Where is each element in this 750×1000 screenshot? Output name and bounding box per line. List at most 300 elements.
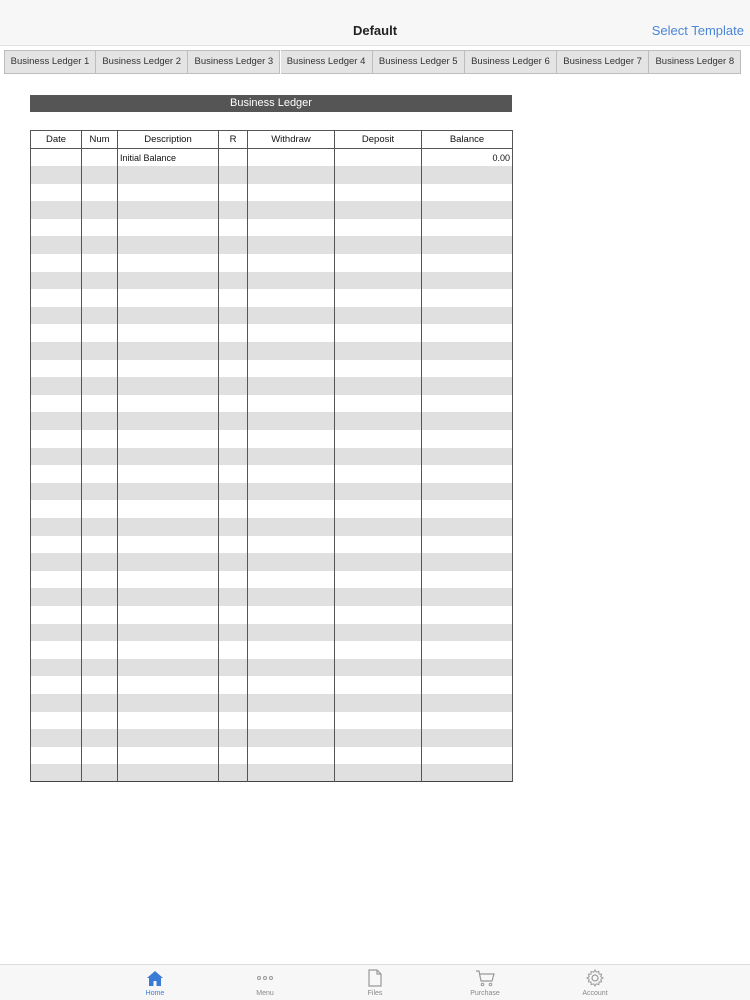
cell-description[interactable] xyxy=(118,553,219,571)
cell-date[interactable] xyxy=(31,624,82,642)
cell-deposit[interactable] xyxy=(335,272,422,290)
cell-r[interactable] xyxy=(219,272,248,290)
cell-num[interactable] xyxy=(82,184,118,202)
cell-r[interactable] xyxy=(219,712,248,730)
cell-num[interactable] xyxy=(82,676,118,694)
table-row xyxy=(31,606,513,624)
tab-business-ledger-5[interactable]: Business Ledger 5 xyxy=(373,50,465,74)
cell-description[interactable] xyxy=(118,624,219,642)
cell-deposit[interactable] xyxy=(335,342,422,360)
cell-r[interactable] xyxy=(219,624,248,642)
cell-withdraw[interactable] xyxy=(248,377,335,395)
tabbar-menu[interactable] xyxy=(230,968,300,997)
cell-date[interactable] xyxy=(31,395,82,413)
cell-withdraw[interactable] xyxy=(248,659,335,677)
cell-description[interactable] xyxy=(118,395,219,413)
cell-balance[interactable] xyxy=(422,676,513,694)
table-row xyxy=(31,694,513,712)
cell-date[interactable] xyxy=(31,289,82,307)
table-row xyxy=(31,377,513,395)
cell-r[interactable] xyxy=(219,764,248,782)
table-row xyxy=(31,764,513,782)
cell-num[interactable] xyxy=(82,360,118,378)
more-dots-icon xyxy=(230,968,300,988)
cell-date[interactable] xyxy=(31,500,82,518)
cell-date[interactable] xyxy=(31,606,82,624)
cell-r[interactable] xyxy=(219,448,248,466)
cell-date[interactable] xyxy=(31,518,82,536)
cell-date[interactable] xyxy=(31,641,82,659)
cell-withdraw[interactable] xyxy=(248,184,335,202)
cell-deposit[interactable] xyxy=(335,659,422,677)
cell-deposit[interactable] xyxy=(335,606,422,624)
cell-deposit[interactable] xyxy=(335,307,422,325)
cell-deposit[interactable] xyxy=(335,430,422,448)
tab-business-ledger-1[interactable]: Business Ledger 1 xyxy=(4,50,96,74)
cell-balance[interactable] xyxy=(422,465,513,483)
tab-business-ledger-7[interactable]: Business Ledger 7 xyxy=(557,50,649,74)
cell-deposit[interactable] xyxy=(335,483,422,501)
cell-description[interactable] xyxy=(118,342,219,360)
cell-num[interactable] xyxy=(82,342,118,360)
tab-business-ledger-6[interactable]: Business Ledger 6 xyxy=(465,50,557,74)
cell-deposit[interactable] xyxy=(335,518,422,536)
cell-date[interactable] xyxy=(31,149,82,167)
cell-r[interactable] xyxy=(219,588,248,606)
cell-date[interactable] xyxy=(31,588,82,606)
cell-num[interactable] xyxy=(82,448,118,466)
cell-balance[interactable] xyxy=(422,606,513,624)
cell-withdraw[interactable] xyxy=(248,448,335,466)
tabbar-label-home: Home xyxy=(145,990,165,997)
cell-balance[interactable] xyxy=(422,166,513,184)
cell-description[interactable] xyxy=(118,430,219,448)
cell-date[interactable] xyxy=(31,219,82,237)
cell-description[interactable] xyxy=(118,571,219,589)
cell-balance[interactable] xyxy=(422,764,513,782)
cell-withdraw[interactable] xyxy=(248,219,335,237)
cell-r[interactable] xyxy=(219,166,248,184)
cell-description[interactable] xyxy=(118,201,219,219)
cell-description[interactable] xyxy=(118,483,219,501)
cell-num[interactable] xyxy=(82,412,118,430)
cell-deposit[interactable] xyxy=(335,571,422,589)
cell-balance[interactable] xyxy=(422,571,513,589)
cell-withdraw[interactable] xyxy=(248,430,335,448)
cell-withdraw[interactable] xyxy=(248,149,335,167)
cell-description[interactable] xyxy=(118,764,219,782)
cell-num[interactable] xyxy=(82,236,118,254)
tabbar-files[interactable] xyxy=(340,968,410,997)
cell-balance[interactable] xyxy=(422,729,513,747)
cell-date[interactable] xyxy=(31,342,82,360)
cell-deposit[interactable] xyxy=(335,694,422,712)
tab-business-ledger-3[interactable]: Business Ledger 3 xyxy=(188,50,280,74)
cell-withdraw[interactable] xyxy=(248,324,335,342)
table-row xyxy=(31,712,513,730)
cell-deposit[interactable] xyxy=(335,184,422,202)
cell-balance[interactable] xyxy=(422,747,513,765)
cell-r[interactable] xyxy=(219,641,248,659)
cell-balance[interactable] xyxy=(422,448,513,466)
cell-description[interactable] xyxy=(118,254,219,272)
ledger-body xyxy=(31,149,513,782)
cell-r[interactable] xyxy=(219,694,248,712)
cell-num[interactable] xyxy=(82,289,118,307)
table-row xyxy=(31,553,513,571)
cell-r[interactable] xyxy=(219,659,248,677)
cell-description[interactable] xyxy=(118,536,219,554)
cell-num[interactable] xyxy=(82,553,118,571)
cell-num[interactable] xyxy=(82,483,118,501)
cell-description[interactable] xyxy=(118,184,219,202)
cell-r[interactable] xyxy=(219,412,248,430)
cell-description[interactable] xyxy=(118,694,219,712)
table-row xyxy=(31,747,513,765)
cell-description[interactable] xyxy=(118,272,219,290)
cell-r[interactable] xyxy=(219,219,248,237)
cell-date[interactable] xyxy=(31,536,82,554)
cell-r[interactable] xyxy=(219,571,248,589)
cell-balance[interactable] xyxy=(422,483,513,501)
cell-r[interactable] xyxy=(219,676,248,694)
table-row xyxy=(31,500,513,518)
cell-date[interactable] xyxy=(31,747,82,765)
sheet-title: Business Ledger xyxy=(30,95,512,112)
cell-withdraw[interactable] xyxy=(248,553,335,571)
table-row xyxy=(31,149,513,167)
tab-business-ledger-8[interactable]: Business Ledger 8 xyxy=(649,50,741,74)
cell-balance[interactable]: 0.00 xyxy=(422,149,513,167)
tabbar-label-menu: Menu xyxy=(256,990,274,997)
cell-balance[interactable] xyxy=(422,500,513,518)
cell-r[interactable] xyxy=(219,430,248,448)
cell-deposit[interactable] xyxy=(335,219,422,237)
tabbar-home[interactable] xyxy=(120,968,190,997)
cell-deposit[interactable] xyxy=(335,624,422,642)
column-header-num: Num xyxy=(82,131,118,149)
cell-balance[interactable] xyxy=(422,307,513,325)
cell-num[interactable] xyxy=(82,395,118,413)
cell-date[interactable] xyxy=(31,694,82,712)
cell-withdraw[interactable] xyxy=(248,624,335,642)
cell-date[interactable] xyxy=(31,166,82,184)
cell-description[interactable]: Initial Balance xyxy=(118,149,219,167)
cell-balance[interactable] xyxy=(422,553,513,571)
cell-num[interactable] xyxy=(82,729,118,747)
cell-balance[interactable] xyxy=(422,518,513,536)
cell-date[interactable] xyxy=(31,324,82,342)
cell-withdraw[interactable] xyxy=(248,729,335,747)
cell-num[interactable] xyxy=(82,641,118,659)
cell-withdraw[interactable] xyxy=(248,342,335,360)
cell-balance[interactable] xyxy=(422,342,513,360)
cell-num[interactable] xyxy=(82,307,118,325)
cell-description[interactable] xyxy=(118,448,219,466)
cell-date[interactable] xyxy=(31,448,82,466)
cell-withdraw[interactable] xyxy=(248,641,335,659)
cell-balance[interactable] xyxy=(422,694,513,712)
cell-r[interactable] xyxy=(219,201,248,219)
cell-r[interactable] xyxy=(219,254,248,272)
cell-deposit[interactable] xyxy=(335,729,422,747)
cell-description[interactable] xyxy=(118,729,219,747)
column-header-withdraw: Withdraw xyxy=(248,131,335,149)
cell-num[interactable] xyxy=(82,588,118,606)
cell-description[interactable] xyxy=(118,219,219,237)
cell-description[interactable] xyxy=(118,606,219,624)
cell-withdraw[interactable] xyxy=(248,236,335,254)
bottom-tab-bar xyxy=(0,964,750,1000)
cell-num[interactable] xyxy=(82,465,118,483)
table-row xyxy=(31,659,513,677)
cell-withdraw[interactable] xyxy=(248,272,335,290)
cell-date[interactable] xyxy=(31,729,82,747)
cell-description[interactable] xyxy=(118,307,219,325)
cell-withdraw[interactable] xyxy=(248,712,335,730)
cell-withdraw[interactable] xyxy=(248,254,335,272)
cell-date[interactable] xyxy=(31,483,82,501)
table-row xyxy=(31,588,513,606)
cell-balance[interactable] xyxy=(422,324,513,342)
cell-deposit[interactable] xyxy=(335,553,422,571)
cell-withdraw[interactable] xyxy=(248,571,335,589)
cell-num[interactable] xyxy=(82,377,118,395)
cell-num[interactable] xyxy=(82,712,118,730)
column-header-r: R xyxy=(219,131,248,149)
cell-balance[interactable] xyxy=(422,659,513,677)
cell-num[interactable] xyxy=(82,659,118,677)
table-row xyxy=(31,412,513,430)
cell-deposit[interactable] xyxy=(335,747,422,765)
cell-num[interactable] xyxy=(82,254,118,272)
cell-deposit[interactable] xyxy=(335,166,422,184)
cell-deposit[interactable] xyxy=(335,377,422,395)
cell-r[interactable] xyxy=(219,606,248,624)
column-header-deposit: Deposit xyxy=(335,131,422,149)
cell-description[interactable] xyxy=(118,465,219,483)
table-row xyxy=(31,676,513,694)
cell-r[interactable] xyxy=(219,149,248,167)
cell-balance[interactable] xyxy=(422,184,513,202)
cell-deposit[interactable] xyxy=(335,641,422,659)
cell-num[interactable] xyxy=(82,324,118,342)
cell-balance[interactable] xyxy=(422,289,513,307)
cell-date[interactable] xyxy=(31,712,82,730)
cell-description[interactable] xyxy=(118,659,219,677)
tabbar-account[interactable] xyxy=(560,968,630,997)
cell-description[interactable] xyxy=(118,377,219,395)
cell-balance[interactable] xyxy=(422,201,513,219)
table-row xyxy=(31,624,513,642)
cell-date[interactable] xyxy=(31,184,82,202)
cell-withdraw[interactable] xyxy=(248,606,335,624)
table-header-row xyxy=(31,131,513,149)
cell-description[interactable] xyxy=(118,324,219,342)
cell-description[interactable] xyxy=(118,676,219,694)
cell-num[interactable] xyxy=(82,536,118,554)
cell-deposit[interactable] xyxy=(335,289,422,307)
cell-withdraw[interactable] xyxy=(248,289,335,307)
tabbar-purchase[interactable] xyxy=(450,968,520,997)
cell-r[interactable] xyxy=(219,465,248,483)
cell-date[interactable] xyxy=(31,360,82,378)
cell-withdraw[interactable] xyxy=(248,518,335,536)
cell-deposit[interactable] xyxy=(335,395,422,413)
cell-withdraw[interactable] xyxy=(248,412,335,430)
cell-num[interactable] xyxy=(82,149,118,167)
cell-num[interactable] xyxy=(82,500,118,518)
cell-deposit[interactable] xyxy=(335,465,422,483)
cell-balance[interactable] xyxy=(422,254,513,272)
cell-num[interactable] xyxy=(82,571,118,589)
cell-withdraw[interactable] xyxy=(248,588,335,606)
cell-deposit[interactable] xyxy=(335,412,422,430)
cell-description[interactable] xyxy=(118,641,219,659)
cell-num[interactable] xyxy=(82,624,118,642)
cell-deposit[interactable] xyxy=(335,360,422,378)
cell-date[interactable] xyxy=(31,659,82,677)
cell-deposit[interactable] xyxy=(335,448,422,466)
cell-r[interactable] xyxy=(219,236,248,254)
cell-date[interactable] xyxy=(31,236,82,254)
table-row xyxy=(31,307,513,325)
cell-num[interactable] xyxy=(82,518,118,536)
cell-r[interactable] xyxy=(219,289,248,307)
cell-balance[interactable] xyxy=(422,412,513,430)
tab-business-ledger-2[interactable]: Business Ledger 2 xyxy=(96,50,188,74)
cell-deposit[interactable] xyxy=(335,324,422,342)
cell-r[interactable] xyxy=(219,483,248,501)
cell-description[interactable] xyxy=(118,747,219,765)
cell-r[interactable] xyxy=(219,377,248,395)
cell-num[interactable] xyxy=(82,694,118,712)
cell-date[interactable] xyxy=(31,254,82,272)
cell-date[interactable] xyxy=(31,377,82,395)
cell-num[interactable] xyxy=(82,219,118,237)
cell-deposit[interactable] xyxy=(335,201,422,219)
cell-num[interactable] xyxy=(82,201,118,219)
cell-description[interactable] xyxy=(118,360,219,378)
cell-description[interactable] xyxy=(118,518,219,536)
table-row xyxy=(31,483,513,501)
cell-r[interactable] xyxy=(219,553,248,571)
cell-num[interactable] xyxy=(82,166,118,184)
cell-deposit[interactable] xyxy=(335,588,422,606)
cell-date[interactable] xyxy=(31,272,82,290)
cell-withdraw[interactable] xyxy=(248,764,335,782)
cell-deposit[interactable] xyxy=(335,500,422,518)
cell-balance[interactable] xyxy=(422,430,513,448)
cell-balance[interactable] xyxy=(422,588,513,606)
cell-r[interactable] xyxy=(219,729,248,747)
cell-date[interactable] xyxy=(31,465,82,483)
table-row xyxy=(31,342,513,360)
cell-r[interactable] xyxy=(219,536,248,554)
cell-withdraw[interactable] xyxy=(248,307,335,325)
cell-withdraw[interactable] xyxy=(248,465,335,483)
cell-balance[interactable] xyxy=(422,624,513,642)
cell-date[interactable] xyxy=(31,553,82,571)
cell-deposit[interactable] xyxy=(335,676,422,694)
cell-description[interactable] xyxy=(118,588,219,606)
cell-withdraw[interactable] xyxy=(248,395,335,413)
cell-num[interactable] xyxy=(82,764,118,782)
cell-date[interactable] xyxy=(31,307,82,325)
cell-balance[interactable] xyxy=(422,395,513,413)
cell-num[interactable] xyxy=(82,272,118,290)
cell-date[interactable] xyxy=(31,412,82,430)
cell-date[interactable] xyxy=(31,201,82,219)
cell-r[interactable] xyxy=(219,342,248,360)
cell-description[interactable] xyxy=(118,166,219,184)
table-row xyxy=(31,571,513,589)
cell-balance[interactable] xyxy=(422,712,513,730)
cell-description[interactable] xyxy=(118,712,219,730)
cell-deposit[interactable] xyxy=(335,236,422,254)
cell-withdraw[interactable] xyxy=(248,747,335,765)
cell-r[interactable] xyxy=(219,500,248,518)
cell-r[interactable] xyxy=(219,307,248,325)
select-template-button[interactable]: Select Template xyxy=(651,23,744,38)
cell-withdraw[interactable] xyxy=(248,201,335,219)
cell-date[interactable] xyxy=(31,764,82,782)
cell-description[interactable] xyxy=(118,236,219,254)
cell-withdraw[interactable] xyxy=(248,536,335,554)
cell-deposit[interactable] xyxy=(335,536,422,554)
table-row xyxy=(31,430,513,448)
cell-date[interactable] xyxy=(31,676,82,694)
cell-r[interactable] xyxy=(219,324,248,342)
cell-balance[interactable] xyxy=(422,536,513,554)
cell-balance[interactable] xyxy=(422,236,513,254)
cell-balance[interactable] xyxy=(422,377,513,395)
cell-deposit[interactable] xyxy=(335,254,422,272)
cell-balance[interactable] xyxy=(422,219,513,237)
cell-withdraw[interactable] xyxy=(248,166,335,184)
cell-date[interactable] xyxy=(31,430,82,448)
cell-withdraw[interactable] xyxy=(248,500,335,518)
cell-withdraw[interactable] xyxy=(248,483,335,501)
cell-withdraw[interactable] xyxy=(248,360,335,378)
cell-r[interactable] xyxy=(219,518,248,536)
table-row xyxy=(31,166,513,184)
cell-balance[interactable] xyxy=(422,641,513,659)
cell-r[interactable] xyxy=(219,395,248,413)
cell-description[interactable] xyxy=(118,500,219,518)
cell-deposit[interactable] xyxy=(335,712,422,730)
cell-num[interactable] xyxy=(82,747,118,765)
cell-date[interactable] xyxy=(31,571,82,589)
cell-withdraw[interactable] xyxy=(248,694,335,712)
cell-r[interactable] xyxy=(219,747,248,765)
cell-withdraw[interactable] xyxy=(248,676,335,694)
cell-description[interactable] xyxy=(118,412,219,430)
cell-num[interactable] xyxy=(82,606,118,624)
cell-r[interactable] xyxy=(219,360,248,378)
cell-r[interactable] xyxy=(219,184,248,202)
ledger-table xyxy=(30,130,513,782)
cell-deposit[interactable] xyxy=(335,764,422,782)
tab-business-ledger-4[interactable]: Business Ledger 4 xyxy=(281,50,373,74)
cell-balance[interactable] xyxy=(422,272,513,290)
column-header-date: Date xyxy=(31,131,82,149)
cell-balance[interactable] xyxy=(422,360,513,378)
cell-num[interactable] xyxy=(82,430,118,448)
cell-deposit[interactable] xyxy=(335,149,422,167)
table-row xyxy=(31,219,513,237)
cell-description[interactable] xyxy=(118,289,219,307)
